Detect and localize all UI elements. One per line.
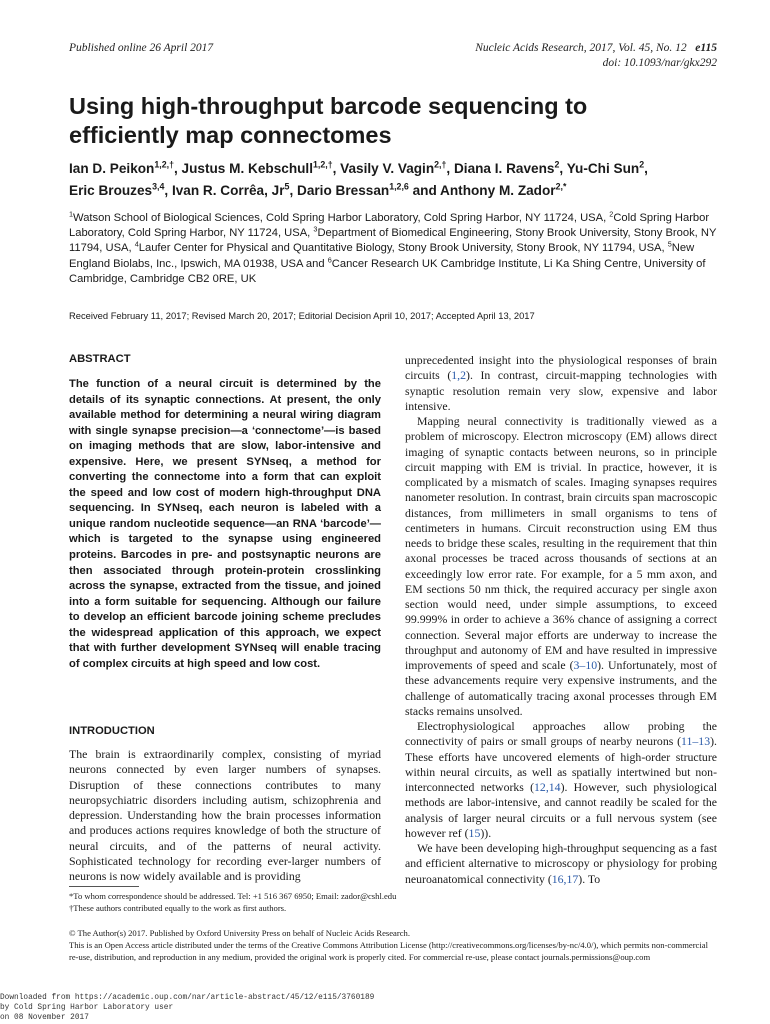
footnote-divider [69, 886, 139, 887]
article-title: Using high-throughput barcode sequencing to efficiently map connectomes [69, 93, 588, 148]
right-column-body [405, 353, 717, 887]
copyright-notice: © The Author(s) 2017. Published by Oxford University Press on behalf of Nucleic Acids Research. [69, 928, 410, 938]
abstract-heading: ABSTRACT [69, 353, 131, 365]
body-paragraph-4: We have been developing high-throughput sequencing as a fast and efficient alternative to microscopy or physiology for probing neuroanatomical connectivity (16,17). To [405, 841, 717, 886]
body-paragraph-1: unprecedented insight into the physiological responses of brain circuits (1,2). In contrast, circuit-mapping technologies with synaptic resolution remain very slow, expensive and labor intensive. [405, 353, 717, 413]
download-line-1: Downloaded from https://academic.oup.com/nar/article-abstract/45/12/e115/3760189 [0, 994, 375, 1002]
download-line-2: by Cold Spring Harbor Laboratory user [0, 1004, 174, 1012]
article-id: e115 [695, 42, 717, 54]
download-stamp [0, 993, 374, 1023]
published-date: Published online 26 April 2017 [69, 42, 214, 54]
footnote-equal-contribution: †These authors contributed equally to the work as first authors. [69, 903, 287, 913]
abstract-text: The function of a neural circuit is determined by the details of its synaptic connections. At present, the only available method for determining a neural wiring diagram with single synapse precision—a ‘connectome’—is based on imaging methods that are slow, labor-intensive and expensive. Here, we present SYNseq, a method for converting the connectome into a form that can exploit the speed and low cost of modern high-throughput DNA sequencing. In SYNseq, each neuron is labeled with a unique random nucleotide sequence—an RNA ‘barcode’—which is targeted to the synapse using engineered proteins. Barcodes in pre- and postsynaptic neurons are then associated through protein-protein crosslinking across the synapse, extracted from the tissue, and joined into a form suitable for sequencing. Although our failure to develop an efficient barcode joining scheme precludes the widespread application of this approach, we expect that with further development SYNseq will enable tracing of complex circuits at high speed and low cost. [69, 378, 381, 670]
license-text: This is an Open Access article distributed under the terms of the Creative Commons Attribution License (http://creativecommons.org/licenses/by-nc/4.0/), which permits non-commercial re-use, distribution, and reproduction in any medium, provided the original work is properly cited. For commercial re-use, please contact journals.permissions@oup.com [69, 940, 708, 962]
received-dates: Received February 11, 2017; Revised March 20, 2017; Editorial Decision April 10, 2017; Accepted April 13, 2017 [69, 310, 535, 321]
footnote-correspondence: *To whom correspondence should be addressed. Tel: +1 516 367 6950; Email: zador@cshl.edu [69, 891, 397, 901]
body-paragraph-3: Electrophysiological approaches allow probing the connectivity of pairs or small groups of nearby neurons (11–13). These efforts have uncovered elements of high-order structure within neural circuits, as well as spatially intertwined but non-interconnected networks (12,14). However, such physiological methods are labor-intensive, and cannot readily be scaled for the analysis of larger neural circuits or a full nervous system (see however ref (15)). [405, 719, 717, 840]
author-list [69, 158, 729, 202]
author-line-2: Eric Brouzes$^{3,4}$, Ivan R. Corrêa, Jr$^5$, Dario Bressan$^{1,2,6}$ and Anthony M. Zador$^{2,*}$ [69, 181, 567, 198]
introduction-paragraph [69, 747, 381, 884]
affiliations: $^1$Watson School of Biological Sciences, Cold Spring Harbor Laboratory, Cold Spring Harbor, NY 11724, USA, $^2$Cold Spring Harbor Laboratory, Cold Spring Harbor, NY 11724, USA, $^3$Department of Biomedical Engineering, Stony Brook University, Stony Brook, NY 11794, USA, $^4$Laufer Center for Physical and Quantitative Biology, Stony Brook University, Stony Brook, NY 11794, USA, $^5$New England Biolabs, Inc., Ipswich, MA 01938, USA and $^6$Cancer Research UK Cambridge Institute, Li Ka Shing Centre, University of Cambridge, Cambridge CB2 0RE, UK [69, 209, 717, 285]
body-paragraph-2: Mapping neural connectivity is traditionally viewed as a problem of microscopy. Electron microscopy (EM) allows direct imaging of synaptic contacts between neurons, so in principle circuit mapping with EM is trivial. In practice, however, it is complicated by a mismatch of scales. Imaging synapses requires nanometer resolution. In contrast, brain circuits span macroscopic distances, from millimeters in small organisms to tens of centimeters in humans. Circuit reconstruction using EM thus needs to bridge these scales, resulting in the requirement that thin axonal processes be traced across thousands of sections at an exceedingly low error rate. For example, for a 5 mm axon, and EM sections 50 nm thick, the required accuracy per single axon section would need, under simple assumptions, to exceed 99.999% in order to achieve a 36% chance of assigning a correct connection. Several major efforts are underway to increase the throughput and autonomy of EM and have resulted in impressive improvements of speed and scale (3–10). Unfortunately, most of these advancements require very expensive instruments, and the challenge of automatically tracing axonal processes through EM stacks remains unsolved. [405, 414, 717, 718]
doi: doi: 10.1093/nar/gkx292 [602, 57, 717, 69]
intro-paragraph-1: The brain is extraordinarily complex, consisting of myriad neurons connected by even larger numbers of synapses. Disruption of these connections contributes to many neuropsychiatric disorders including autism, schizophrenia and depression. Understanding how the brain processes information and produces actions requires knowledge of both the structure of neural circuits, and of the patterns of neural activity. Sophisticated technology for recording ever-larger numbers of neurons is now widely available and is providing [69, 747, 381, 883]
introduction-heading: INTRODUCTION [69, 725, 155, 737]
journal-citation [475, 42, 717, 54]
journal-name: Nucleic Acids Research, 2017, Vol. 45, No. 12 [475, 42, 687, 54]
download-line-3: on 08 November 2017 [0, 1014, 89, 1022]
author-line-1: Ian D. Peikon$^{1,2,\dagger}$, Justus M. Kebschull$^{1,2,\dagger}$, Vasily V. Vagin$^{2,\dagger}$, Diana I. Ravens$^2$, Yu-Chi Sun$^2$, [69, 159, 648, 176]
